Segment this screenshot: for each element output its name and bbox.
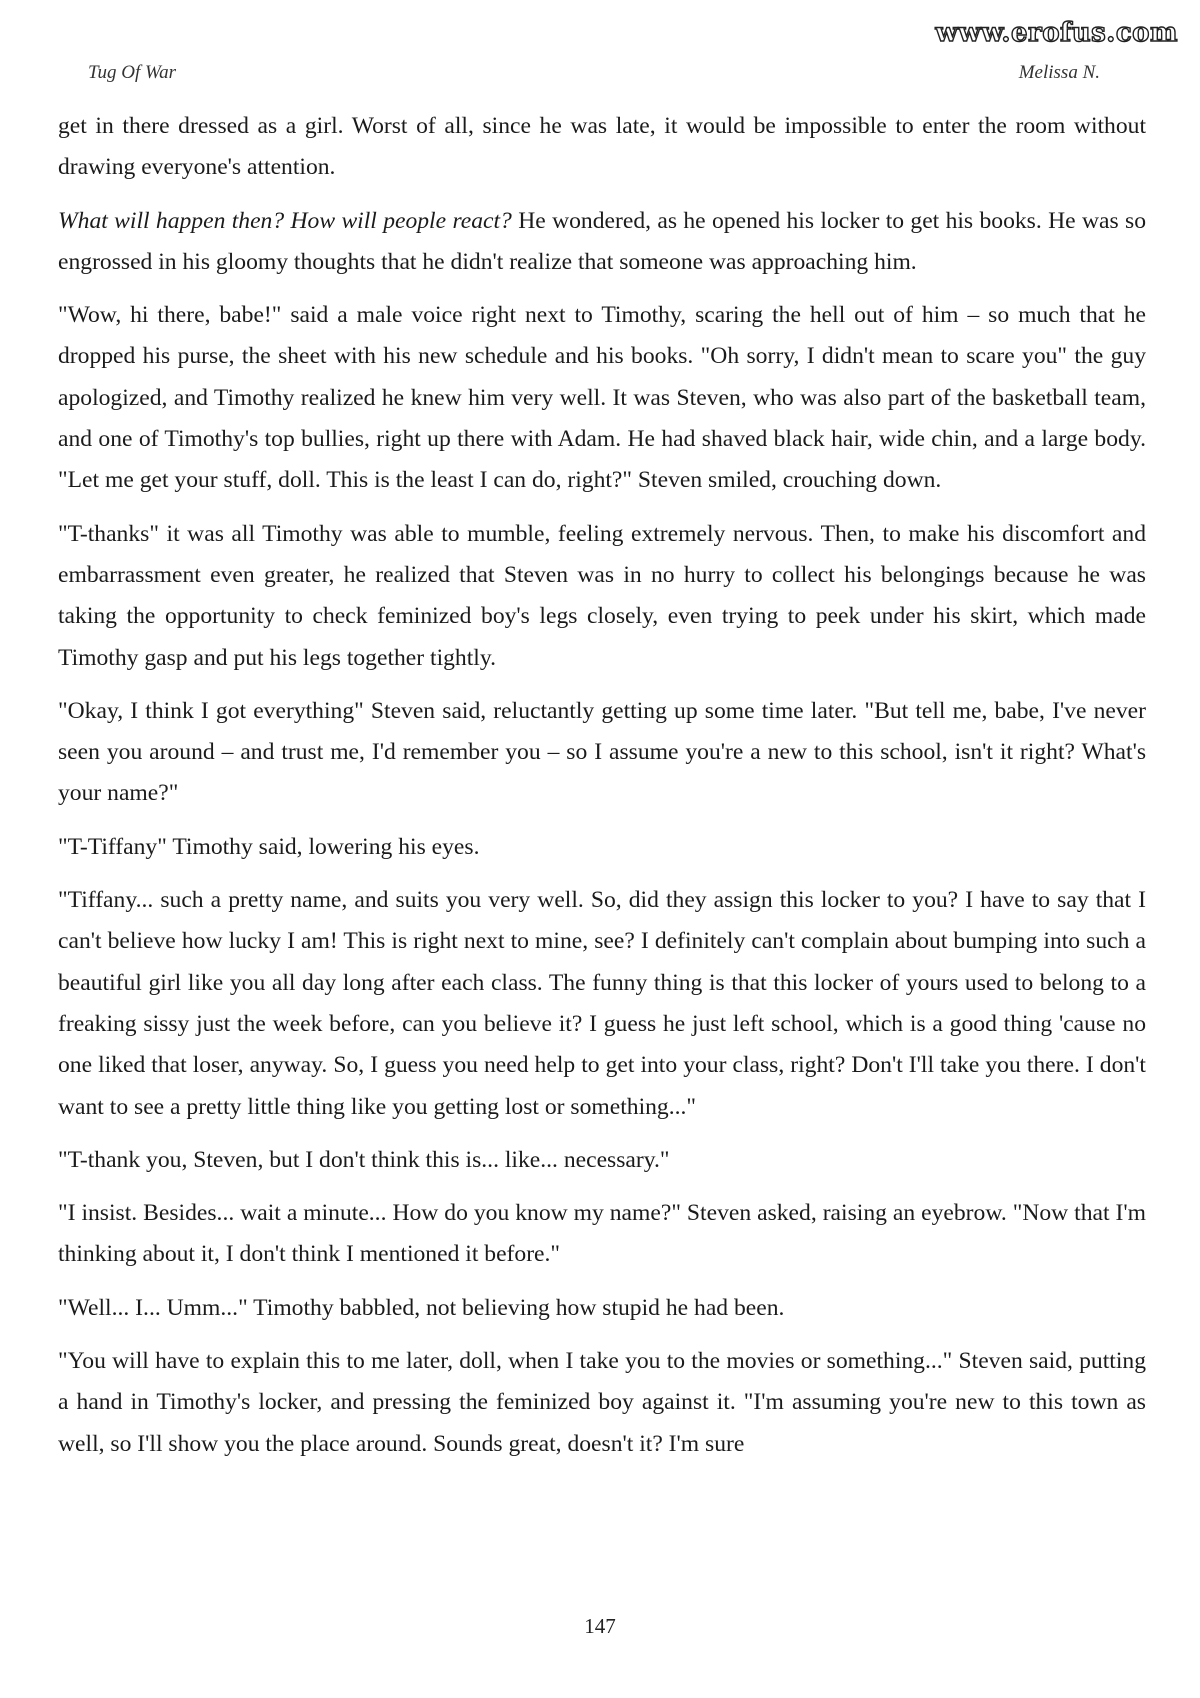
paragraph <box>58 880 1146 1128</box>
running-header <box>88 62 1100 92</box>
paragraph-text: "Okay, I think I got everything" Steven said, reluctantly getting up some time later. "But tell me, babe, I've never seen you around – and trust me, I'd remember you – so I assume you're a new to this school, isn't it right? What's your name?" <box>58 697 1146 807</box>
paragraph-italic: What will happen then? How will people react? <box>58 207 512 234</box>
paragraph-text: "You will have to explain this to me later, doll, when I take you to the movies or something..." Steven said, putting a hand in Timothy's locker, and pressing the feminized boy against it. "I'm assuming you're new to this town as well, so I'll show you the place around. Sounds great, doesn't it? I'm sure <box>58 1348 1146 1457</box>
paragraph <box>58 514 1146 679</box>
author-name: Melissa N. <box>1018 62 1100 83</box>
paragraph-text: get in there dressed as a girl. Worst of all, since he was late, it would be impossible to enter the room without drawing everyone's attention. <box>58 113 1146 181</box>
paragraph-text: "T-Tiffany" Timothy said, lowering his eyes. <box>58 833 480 860</box>
book-title: Tug Of War <box>88 62 176 83</box>
paragraph-text: "Well... I... Umm..." Timothy babbled, not believing how stupid he had been. <box>58 1294 785 1321</box>
paragraph-text: "I insist. Besides... wait a minute... How do you know my name?" Steven asked, raising an eyebrow. "Now that I'm thinking about it, I don't think I mentioned it before." <box>58 1200 1146 1268</box>
paragraph <box>58 1193 1146 1276</box>
paragraph <box>58 691 1146 815</box>
paragraph <box>58 106 1146 189</box>
paragraph-text: "T-thank you, Steven, but I don't think this is... like... necessary." <box>58 1146 670 1173</box>
paragraph <box>58 1341 1146 1465</box>
paragraph-text: "Tiffany... such a pretty name, and suits you very well. So, did they assign this locker to you? I have to say that I can't believe how lucky I am! This is right next to mine, see? I definitely can't complain about bumping into such a beautiful girl like you all day long after each class. The funny thing is that this locker of yours used to belong to a freaking sissy just the week before, can you believe it? I guess he just left school, which is a good thing 'cause no one liked that loser, anyway. So, I guess you need help to get into your class, right? Don't I'll take you there. I don't want to see a pretty little thing like you getting lost or something..." <box>58 887 1146 1120</box>
page-body <box>58 106 1146 1477</box>
paragraph-text: "T-thanks" it was all Timothy was able to mumble, feeling extremely nervous. Then, to make his discomfort and embarrassment even greater, he realized that Steven was in no hurry to collect his belongings because he was taking the opportunity to check feminized boy's legs closely, even trying to peek under his skirt, which made Timothy gasp and put his legs together tightly. <box>58 520 1146 671</box>
paragraph <box>58 827 1146 868</box>
watermark: www.erofus.com <box>935 18 1178 48</box>
paragraph <box>58 295 1146 501</box>
paragraph <box>58 1140 1146 1181</box>
paragraph-text: "Wow, hi there, babe!" said a male voice right next to Timothy, scaring the hell out of him – so much that he dropped his purse, the sheet with his new schedule and his books. "Oh sorry, I didn't mean to scare you" the guy apologized, and Timothy realized he knew him very well. It was Steven, who was also part of the basketball team, and one of Timothy's top bullies, right up there with Adam. He had shaved black hair, wide chin, and a large body. "Let me get your stuff, doll. This is the least I can do, right?" Steven smiled, crouching down. <box>58 302 1146 494</box>
paragraph <box>58 201 1146 284</box>
paragraph-text: He wondered, as he opened his locker to get his books. He was so engrossed in his gloomy thoughts that he didn't realize that someone was approaching him. <box>58 207 1146 275</box>
page-number: 147 <box>584 1614 616 1638</box>
paragraph <box>58 1288 1146 1329</box>
